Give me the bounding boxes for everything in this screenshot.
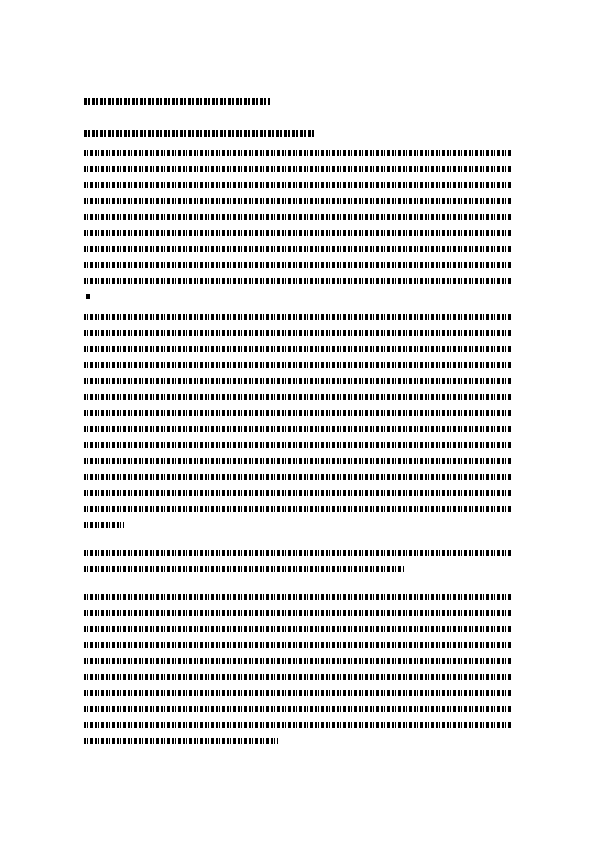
- text-line: [84, 394, 511, 400]
- text-line: [84, 738, 278, 744]
- document-header: [84, 98, 270, 105]
- text-line: [84, 690, 511, 696]
- text-line: [84, 674, 511, 680]
- text-line: [84, 550, 511, 556]
- text-line: [84, 214, 511, 220]
- text-line: [84, 506, 511, 512]
- text-line: [84, 314, 511, 320]
- text-line: [84, 474, 511, 480]
- text-line: [84, 278, 511, 284]
- text-line: [84, 566, 404, 572]
- text-line: [84, 150, 511, 156]
- text-line: [84, 230, 511, 236]
- text-line: [84, 182, 511, 188]
- text-line: [84, 198, 511, 204]
- text-line: [84, 246, 511, 252]
- text-line: [84, 594, 511, 600]
- text-line: [84, 642, 511, 648]
- text-line: [84, 722, 511, 728]
- text-line: [84, 626, 511, 632]
- text-line: [84, 262, 511, 268]
- text-line: [84, 522, 124, 528]
- text-line: [84, 346, 511, 352]
- text-line: [84, 362, 511, 368]
- text-line: [84, 658, 511, 664]
- text-line: [84, 378, 511, 384]
- text-line: [84, 458, 511, 464]
- text-line: [84, 330, 511, 336]
- section-heading: [84, 130, 316, 137]
- text-line: [84, 426, 511, 432]
- text-line: [84, 706, 511, 712]
- text-line: [84, 166, 511, 172]
- text-line: [84, 442, 511, 448]
- text-line: [84, 610, 511, 616]
- text-line: [84, 410, 511, 416]
- text-fragment: [86, 294, 90, 299]
- text-line: [84, 490, 511, 496]
